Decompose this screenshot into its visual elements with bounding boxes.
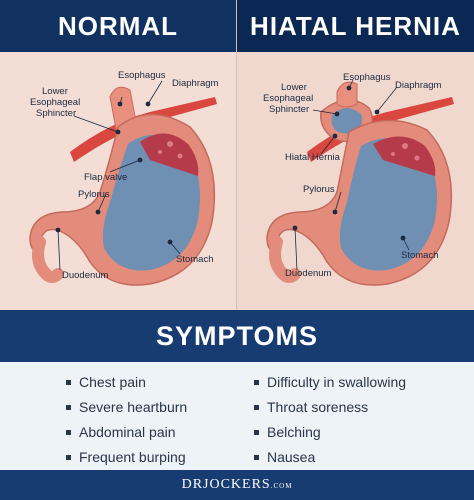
bullet-icon	[66, 455, 71, 460]
symptom-label: Abdominal pain	[79, 424, 176, 440]
bullet-icon	[66, 380, 71, 385]
label-les-2: Esophageal	[30, 97, 81, 108]
bullet-icon	[254, 430, 259, 435]
label-les-1: Lower	[42, 86, 68, 97]
list-item	[254, 445, 406, 470]
label-les-3: Sphincter	[36, 108, 77, 119]
label-esophagus: Esophagus	[343, 72, 391, 83]
symptoms-column-right	[254, 370, 406, 470]
label-diaphragm: Diaphragm	[395, 80, 442, 91]
label-flap-valve: Flap valve	[84, 172, 128, 183]
footer	[0, 470, 474, 500]
symptom-label: Nausea	[267, 449, 316, 465]
list-item	[66, 420, 187, 445]
symptoms-column-left	[66, 370, 187, 470]
esophagus-shape	[337, 82, 357, 107]
normal-panel	[0, 52, 236, 310]
list-item	[254, 420, 406, 445]
label-stomach: Stomach	[176, 254, 214, 265]
normal-title: NORMAL	[0, 0, 236, 52]
symptoms-list	[0, 362, 474, 470]
symptoms-title: SYMPTOMS	[0, 310, 474, 362]
label-diaphragm: Diaphragm	[172, 78, 219, 89]
symptom-label: Belching	[267, 424, 321, 440]
list-item	[66, 370, 187, 395]
label-stomach: Stomach	[401, 250, 439, 261]
label-duodenum: Duodenum	[62, 270, 109, 281]
symptom-label: Frequent burping	[79, 449, 186, 465]
bullet-icon	[254, 380, 259, 385]
symptom-label: Chest pain	[79, 374, 146, 390]
normal-stomach-diagram	[0, 52, 236, 310]
brand-suffix: .COM	[270, 482, 293, 490]
label-les-3: Sphincter	[269, 104, 310, 115]
hernia-stomach-diagram	[237, 52, 474, 310]
bullet-icon	[66, 430, 71, 435]
list-item	[254, 395, 406, 420]
list-item	[254, 370, 406, 395]
label-duodenum: Duodenum	[285, 268, 332, 279]
label-les-2: Esophageal	[263, 93, 314, 104]
bullet-icon	[254, 455, 259, 460]
list-item	[66, 445, 187, 470]
symptom-label: Severe heartburn	[79, 399, 188, 415]
label-esophagus: Esophagus	[118, 70, 166, 81]
duodenum-shape	[38, 242, 58, 277]
bullet-icon	[254, 405, 259, 410]
list-item	[66, 395, 187, 420]
label-pylorus: Pylorus	[78, 189, 110, 200]
hernia-panel	[237, 52, 474, 310]
hiatal-hernia-title: HIATAL HERNIA	[237, 0, 474, 52]
brand-logo[interactable]	[182, 477, 293, 493]
bullet-icon	[66, 405, 71, 410]
symptom-label: Throat soreness	[267, 399, 369, 415]
brand-name: DRJOCKERS	[181, 477, 271, 492]
label-pylorus: Pylorus	[303, 184, 335, 195]
label-hiatal-hernia: Hiatal Hernia	[285, 152, 340, 163]
symptom-label: Difficulty in swallowing	[267, 374, 407, 390]
label-les-1: Lower	[281, 82, 307, 93]
